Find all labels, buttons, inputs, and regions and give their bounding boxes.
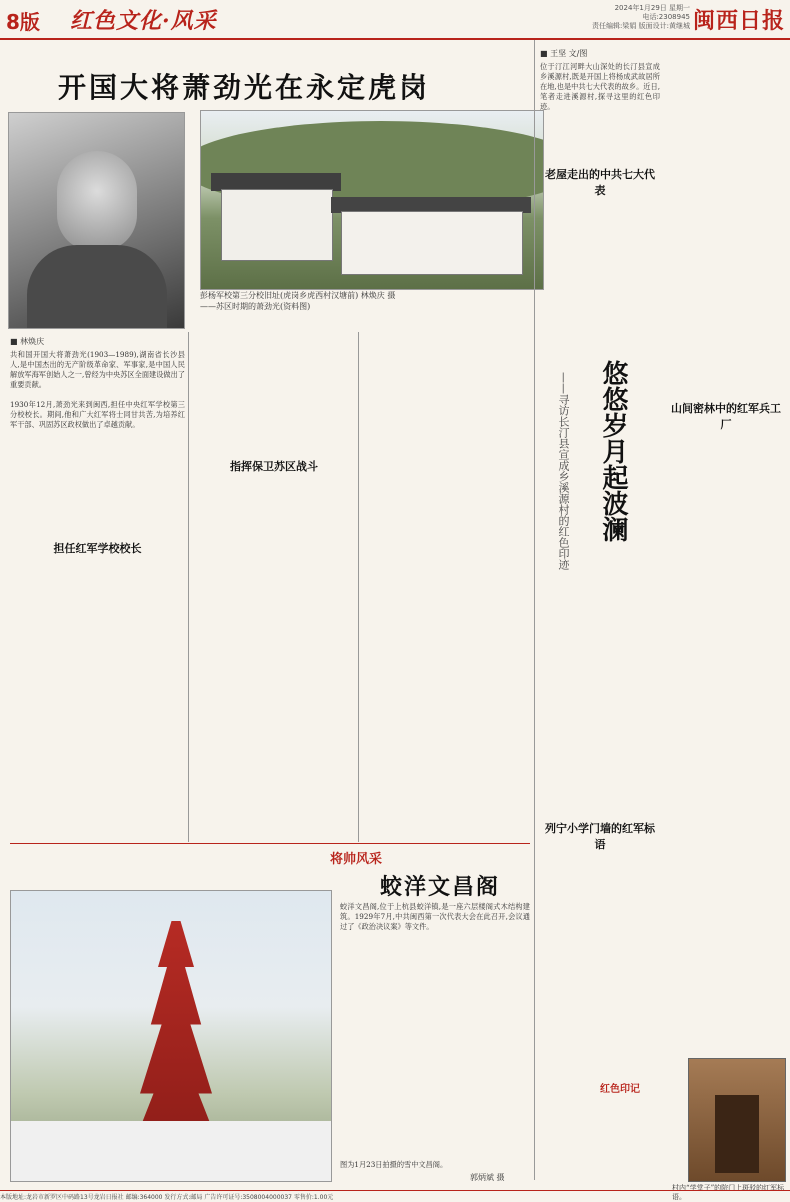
article-paragraph: 共和国开国大将萧劲光(1903—1989),湖南省长沙县人,是中国杰出的无产阶级革命家、军事家,是中国人民解放军海军创始人之一,曾经为中央苏区全面建设做出了重要贡献。	[10, 350, 185, 389]
article-paragraph: 蛟洋文昌阁,位于上杭县蛟洋镇,是一座六层楼阁式木结构建筑。1929年7月,中共闽西第一次代表大会在此召开,会议通过了《政治决议案》等文件。	[340, 902, 530, 931]
gate-photo	[688, 1058, 786, 1182]
caption-text: 彭杨军校第三分校旧址(虎岗乡虎西村汉塘前)	[200, 291, 359, 300]
section-rule	[10, 843, 530, 844]
vertical-title: 悠悠岁月起波澜	[598, 360, 628, 542]
header-info	[530, 4, 690, 31]
section-title: 红色文化·风采	[70, 8, 217, 34]
article-byline: ■ 王坚 文/图	[540, 49, 588, 58]
article-paragraph: 位于汀江河畔大山深处的长汀县宣成乡溪源村,既是开国上将杨成武故居所在地,也是中共七大代表的故乡。近日,笔者走进溪源村,探寻这里的红色印迹。	[540, 62, 660, 111]
photo-snow	[11, 1121, 331, 1181]
photo-caption: 村内“学堂子”的院门上斑驳的红军标语。	[672, 1184, 785, 1201]
article-title: 蛟洋文昌阁	[380, 875, 501, 900]
red-mark-label: 红色印记	[600, 1084, 640, 1095]
column-divider	[534, 40, 535, 1180]
portrait-photo	[8, 112, 185, 329]
header-editors: 责任编辑:梁娟 版面设计:黄继城	[592, 22, 690, 30]
school-site-photo	[200, 110, 544, 290]
article-title: 开国大将萧劲光在永定虎岗	[58, 71, 431, 104]
caption-credit: 林焕庆 摄	[360, 291, 396, 300]
portrait-face	[57, 151, 137, 251]
gate-door	[715, 1095, 759, 1173]
column-divider	[358, 332, 359, 842]
subheading: 列宁小学门墙的红军标语	[545, 822, 655, 851]
header-date: 2024年1月29日 星期一	[614, 4, 690, 12]
photo-credit: 郭炳斌 摄	[470, 1173, 505, 1182]
portrait-body	[27, 245, 167, 328]
page-footer: 本版地址:龙岩市新罗区中码路13号龙岩日报社 邮编:364000 发行方式:邮局 广告许可证号:3508004000037 零售价:1.00元	[0, 1190, 790, 1201]
subheading: 担任红军学校校长	[53, 542, 142, 555]
photo-wall	[341, 211, 523, 275]
header-phone: 电话:2308945	[642, 13, 690, 21]
caption-text-2: ——苏区时期的萧劲光(资料图)	[200, 302, 311, 311]
subheading: 老屋走出的中共七大代表	[545, 168, 655, 197]
photo-caption	[200, 290, 542, 312]
section-label: 将帅风采	[330, 852, 383, 867]
photo-caption: 图为1月23日拍摄的雪中文昌阁。	[340, 1160, 448, 1169]
subheading: 山间密林中的红军兵工厂	[671, 402, 781, 431]
column-divider	[188, 332, 189, 842]
subheading: 指挥保卫苏区战斗	[230, 460, 318, 473]
pagoda-tower	[131, 921, 221, 1151]
newspaper-name: 闽西日报	[693, 8, 786, 34]
photo-wall	[221, 189, 333, 261]
page-number: 8版	[6, 10, 40, 34]
article-byline: ■ 林焕庆	[10, 337, 45, 346]
pagoda-photo	[10, 890, 332, 1182]
vertical-subtitle: ——寻访长汀县宣成乡溪源村的红色印迹	[557, 372, 570, 570]
article-paragraph: 1930年12月,萧劲光来到闽西,担任中央红军学校第三分校校长。期间,他和广大红军将士同甘共苦,为培养红军干部、巩固苏区政权做出了卓越贡献。	[10, 400, 185, 429]
